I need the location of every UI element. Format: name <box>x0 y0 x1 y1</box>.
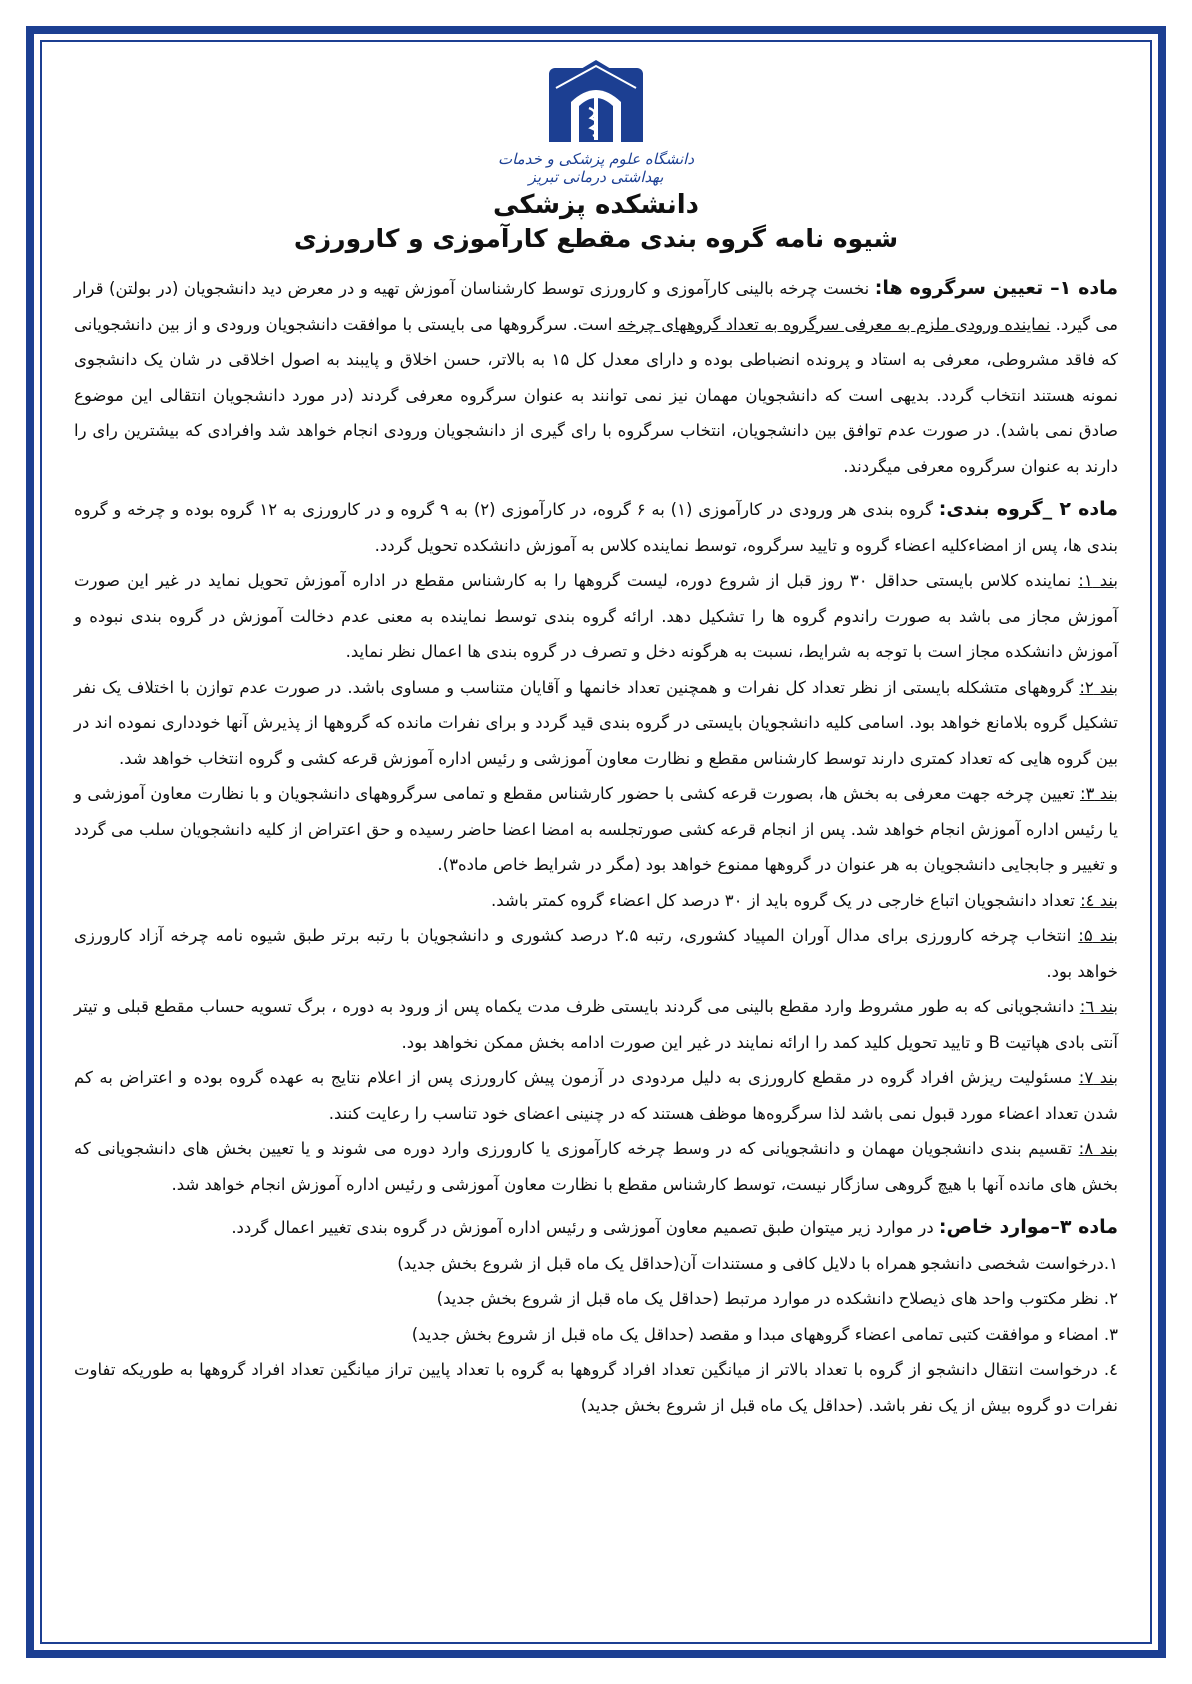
list-item: ۲. نظر مکتوب واحد های ذیصلاح دانشکده در موارد مرتبط (حداقل یک ماه قبل از شروع بخش جدید) <box>436 1289 1118 1308</box>
clause-text: تعداد دانشجویان اتباع خارجی در یک گروه باید از ۳۰ درصد کل اعضاء گروه کمتر باشد. <box>491 890 1081 910</box>
clause-6 <box>74 989 1118 1060</box>
clause-4 <box>74 883 1118 919</box>
article-3-heading: ماده ۳–موارد خاص: <box>938 1216 1118 1238</box>
article-3 <box>74 1210 1118 1423</box>
list-item: ٤. درخواست انتقال دانشجو از گروه با تعداد بالاتر از میانگین تعداد افراد گروهها به گروه با تعداد پایین تراز میانگین تعداد افراد گروهها به طوریکه تفاوت نفرات دو گروه بیش از یک نفر باشد. (حداقل یک ماه قبل از شروع بخش جدید) <box>74 1360 1118 1415</box>
clause-label: بند ۵: <box>1078 926 1119 945</box>
clause-text: نماینده کلاس بایستی حداقل ۳۰ روز قبل از شروع دوره، لیست گروهها را به کارشناس مقطع در اداره آموزش تحویل نماید در غیر این صورت آموزش مجاز می باشد به صورت راندوم گروه ها را تشکیل دهد. ارائه گروه بندی توسط نماینده به معنی عدم دخالت آموزش در گروه بندی نبوده و آموزش دانشکده مجاز است با توجه به شرایط، نسبت به هرگونه دخل و تصرف در گروه بندی ها اعمال نظر نماید. <box>74 571 1118 661</box>
clause-text: انتخاب چرخه کارورزی برای مدال آوران المپیاد کشوری، رتبه ۲.۵ درصد کشوری و دانشجویان با رتبه برتر طبق شیوه نامه چرخه آزاد کارورزی خواهد بود. <box>74 926 1118 981</box>
clause-1 <box>74 563 1118 670</box>
article-3-intro <box>74 1210 1118 1246</box>
list-item: ۱.درخواست شخصی دانشجو همراه با دلایل کافی و مستندات آن(حداقل یک ماه قبل از شروع بخش جدید) <box>397 1253 1118 1273</box>
article-2-heading: ماده ۲ _گروه بندی: <box>938 498 1119 520</box>
article-3-text: در موارد زیر میتوان طبق تصمیم معاون آموزشی و رئیس اداره آموزش در گروه بندی تغییر اعمال گردد. <box>231 1218 939 1237</box>
logo-area <box>74 58 1118 186</box>
clause-label: بند ٦: <box>1079 997 1118 1016</box>
faculty-name: دانشکده پزشکی <box>493 190 699 220</box>
document-body <box>74 58 1118 1431</box>
clause-label: بند ٤: <box>1080 890 1118 910</box>
list-item: ۳. امضاء و موافقت کتبی تمامی اعضاء گروههای مبدا و مقصد (حداقل یک ماه قبل از شروع بخش جدید) <box>411 1324 1118 1344</box>
article-1 <box>74 271 1118 484</box>
article-1-underlined: نماینده ورودی ملزم به معرفی سرگروه به تعداد گروههای چرخه <box>617 314 1051 334</box>
university-logo <box>476 58 716 186</box>
university-emblem-icon <box>541 58 651 148</box>
clause-text: تعیین چرخه جهت معرفی به بخش ها، بصورت قرعه کشی با حضور کارشناس مقطع و تمامی سرگروههای دانشجویان و با نظارت معاون آموزشی و یا رئیس اداره آموزش انجام خواهد شد. پس از انجام قرعه کشی صورتجلسه به امضا اعضا حاضر رسیده و حق اعتراض از کلیه دانشجویان سلب می گردد و تغییر و جابجایی دانشجویان به هر عنوان در گروهها ممنوع خواهد بود (مگر در شرایط خاص ماده۳). <box>74 784 1118 874</box>
clause-7 <box>74 1060 1118 1131</box>
clause-text: مسئولیت ریزش افراد گروه در مقطع کارورزی به دلیل مردودی در آزمون پیش کارورزی پس از اعلام نتایج به عهده گروه بوده و اعتراض به کم شدن تعداد اعضاء مورد قبول نمی باشد لذا سرگروه‌ها موظف هستند که در چنینی اعضای خود تناسب را رعایت کنند. <box>74 1068 1118 1123</box>
article-1-heading: ماده ۱– تعیین سرگروه ها: <box>874 277 1118 299</box>
article-1-text-b: است. سرگروهها می بایستی با موافقت دانشجویان ورودی و از بین دانشجویانی که فاقد مشروطی، معرفی به استاد و پرونده انضباطی بوده و دارای معدل کل ۱۵ به بالاتر، حسن اخلاق و پایبند به اصول اخلاقی در شان یک دانشجوی نمونه هستند انتخاب گردد. بدیهی است که دانشجویان مهمان نیز نمی توانند به عنوان سرگروه معرفی گردند (در مورد دانشجویان انتقالی این موضوع صادق نمی باشد). در صورت عدم توافق بین دانشجویان، انتخاب سرگروه با رای گیری از دانشجویان ورودی انجام خواهد شد وافرادی که بیشترین رای را دارند به عنوان سرگروه معرفی میگردند. <box>74 314 1119 476</box>
article-1-text-a: نخست چرخه بالینی کارآموزی و کارورزی توسط کارشناسان آموزش تهیه و در معرض دید دانشجویان (در بولتن) قرار می گیرد. <box>74 279 1118 334</box>
article-2-intro <box>74 492 1118 563</box>
clause-3 <box>74 776 1118 883</box>
document-title: شیوه نامه گروه بندی مقطع کارآموزی و کارورزی <box>293 224 899 253</box>
logo-caption: دانشگاه علوم پزشکی و خدمات بهداشتی درمانی تبریز <box>497 150 695 186</box>
clause-2 <box>74 670 1118 777</box>
clause-label: بند ۱: <box>1078 571 1118 590</box>
clause-label: بند ۳: <box>1079 784 1119 803</box>
clause-label: بند ۸: <box>1078 1139 1118 1158</box>
clause-label: بند ۲: <box>1079 677 1118 697</box>
article-2 <box>74 492 1118 1202</box>
clause-text: تقسیم بندی دانشجویان مهمان و دانشجویانی که در وسط چرخه کارآموزی یا کارورزی وارد دوره می شوند و یا تعیین بخش های دانشجویانی که بخش های مانده آنها با هیچ گروهی سازگار نیست، توسط کارشناس مقطع با نظارت معاون آموزشی و رئیس اداره آموزش انجام خواهد شد. <box>74 1139 1118 1194</box>
clause-8 <box>74 1131 1118 1202</box>
article-2-text: گروه بندی هر ورودی در کارآموزی (۱) به ۶ گروه، در کارآموزی (۲) به ۹ گروه و در کارورزی به ۱۲ گروه بوده و چرخه و گروه بندی ها، پس از امضاءکلیه اعضاء گروه و تایید سرگروه، توسط نماینده کلاس به آموزش دانشکده تحویل گردد. <box>74 500 1118 555</box>
clause-text: دانشجویانی که به طور مشروط وارد مقطع بالینی می گردند بایستی ظرف مدت یکماه پس از ورود به دوره ، برگ تسویه حساب مقطع قبلی و تیتر آنتی بادی هپاتیت B و تایید تحویل کلید کمد را ارائه نمایند در غیر این صورت ادامه بخش ممکن نخواهد بود. <box>74 997 1118 1052</box>
clause-text: گروههای متشکله بایستی از نظر تعداد کل نفرات و همچنین تعداد خانمها و آقایان متناسب و مساوی باشد. در صورت عدم توازن با اختلاف یک نفر تشکیل گروه بلامانع خواهد بود. اسامی کلیه دانشجویان بایستی در گروه بندی قید گردد و برای نفرات مانده که گروهها از پذیرش آنها خودداری نموده اند در بین گروه هایی که تعداد کمتری دارند توسط کارشناس مقطع و نظارت معاون آموزشی و رئیس اداره آموزش قرعه کشی و گروه انتخاب خواهد شد. <box>74 677 1118 768</box>
clause-label: بند ۷: <box>1078 1068 1118 1087</box>
clause-5 <box>74 918 1118 989</box>
